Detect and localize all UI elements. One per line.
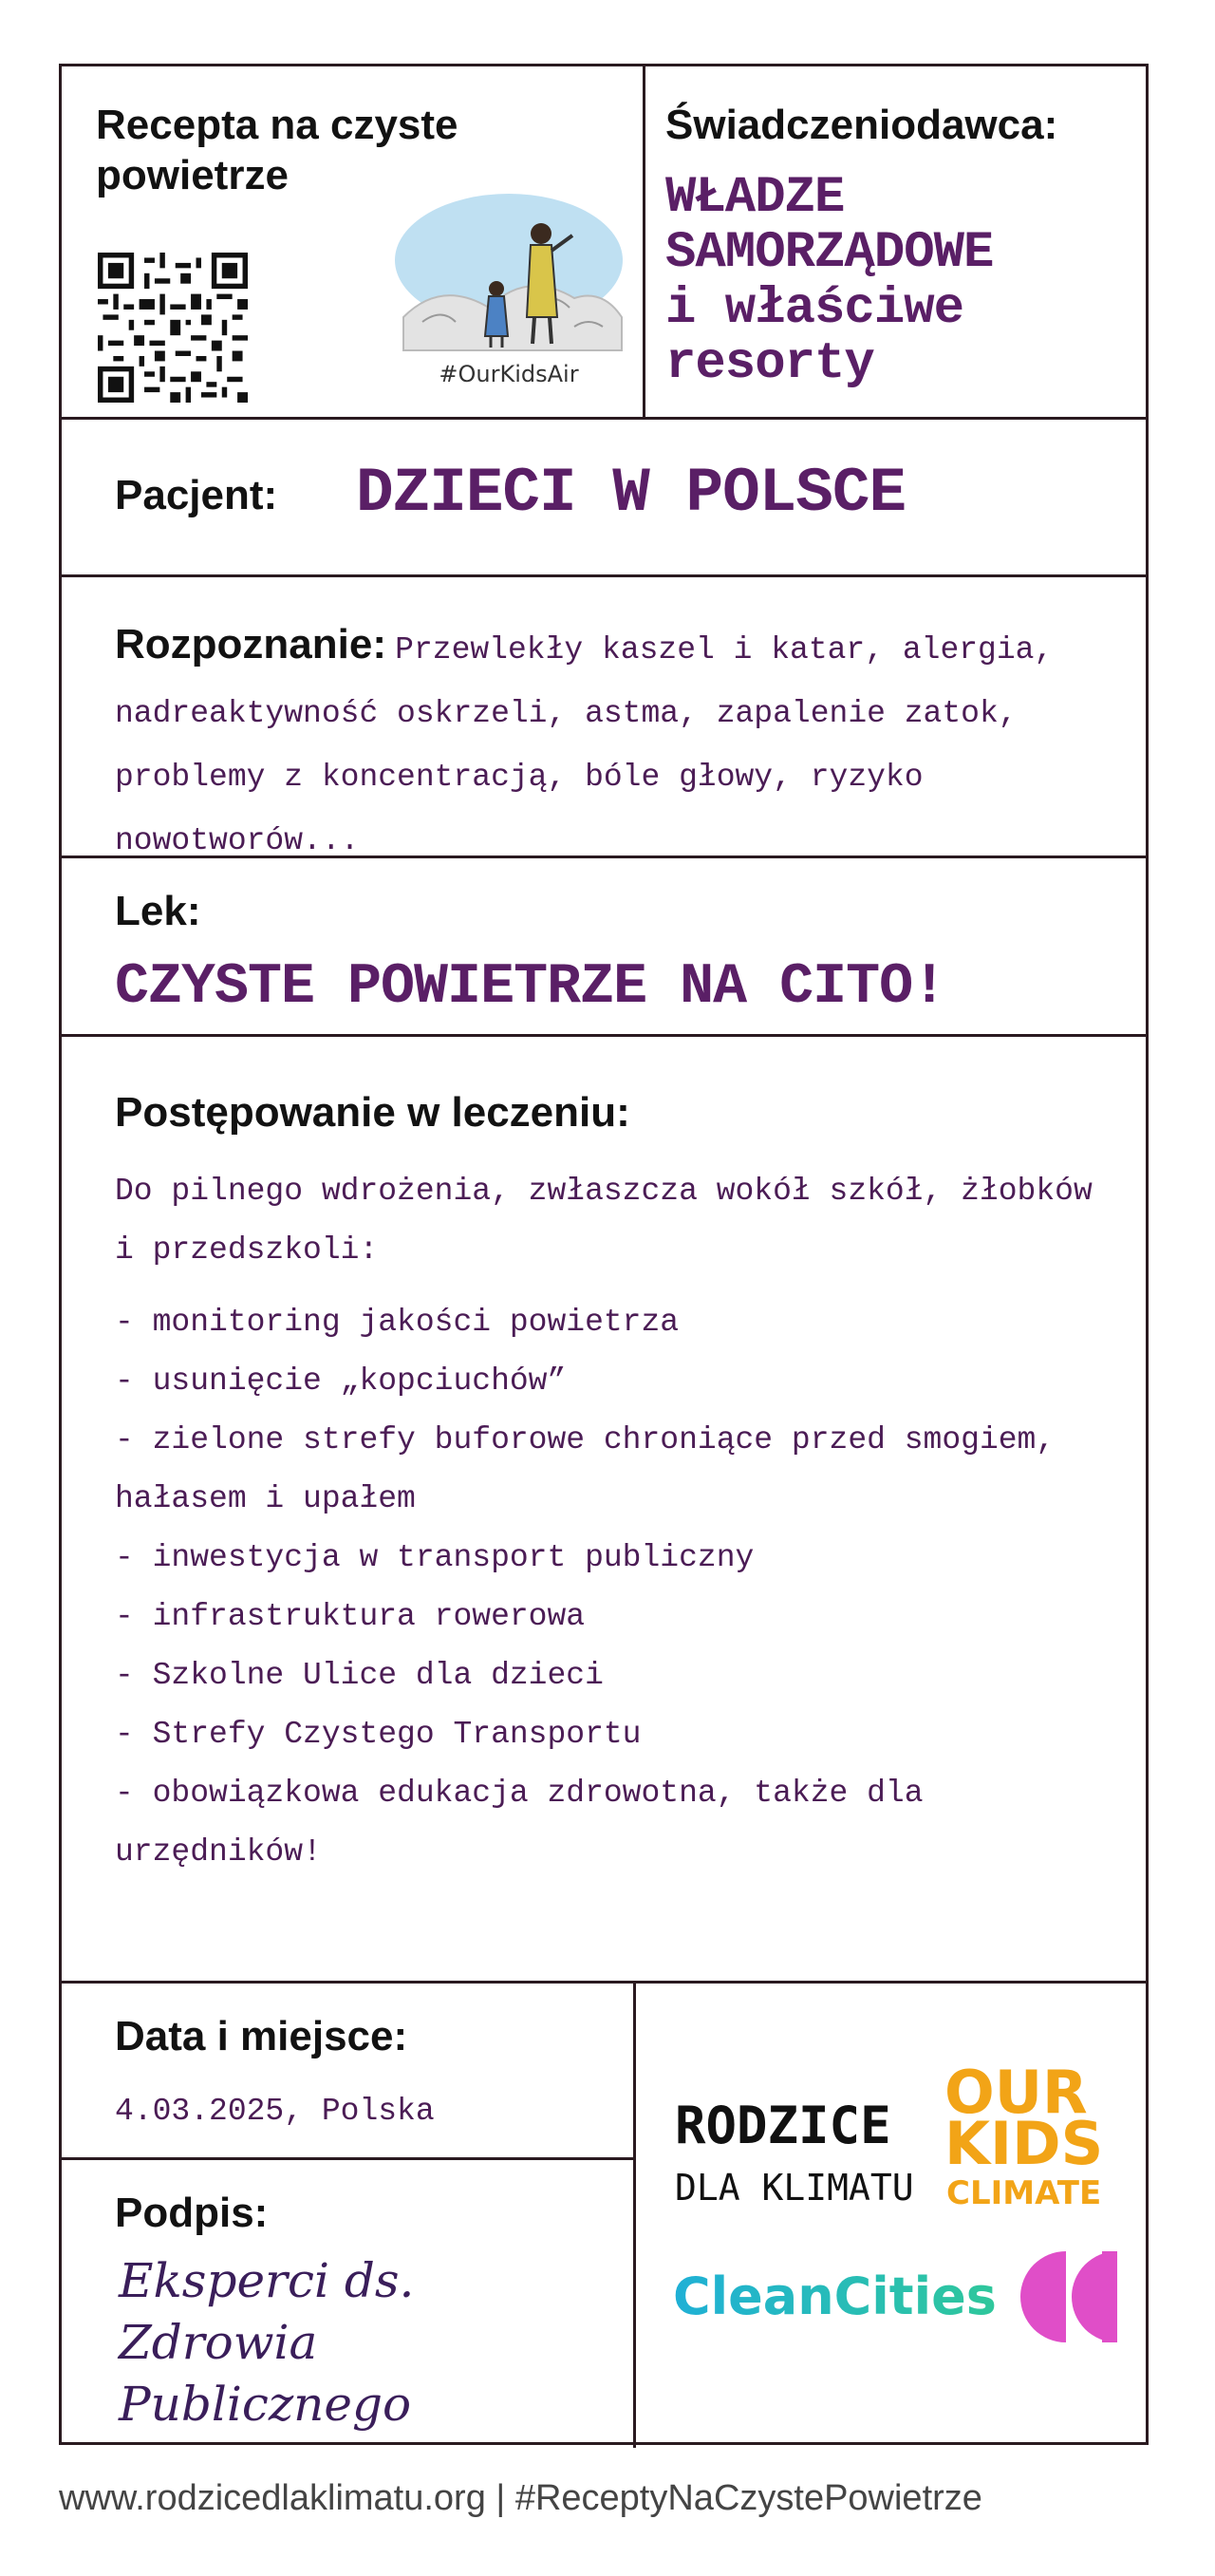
logo-ourkids-line: CLIMATE — [946, 2174, 1102, 2212]
qr-code-icon — [98, 253, 248, 403]
header-row — [62, 66, 1146, 420]
provider-value-line: i właściwe — [665, 279, 964, 338]
patient-row — [62, 420, 1146, 577]
treatment-item: - Strefy Czystego Transportu — [115, 1717, 642, 1752]
provider-label: Świadczeniodawca: — [665, 102, 1058, 148]
drug-value: CZYSTE POWIETRZE NA CITO! — [115, 955, 946, 1020]
signature-line: Publicznego — [119, 2377, 412, 2432]
signature-label: Podpis: — [115, 2190, 269, 2236]
hashtag-image-text: #OurKidsAir — [439, 361, 579, 387]
treatment-item: - obowiązkowa edukacja zdrowotna, także dla urzędników! — [115, 1776, 924, 1870]
footer-text: www.rodzicedlaklimatu.org | #ReceptyNaCzystePowietrze — [59, 2478, 982, 2518]
header-divider — [643, 66, 645, 417]
diagnosis-block — [115, 617, 1121, 872]
treatment-intro: Do pilnego wdrożenia, zwłaszcza wokół szkół, żłobków i przedszkoli: — [115, 1174, 1093, 1268]
date-label: Data i miejsce: — [115, 2013, 408, 2059]
logo-ourkids-line: KIDS — [944, 2109, 1104, 2178]
logo-rodzice-line: RODZICE — [675, 2096, 891, 2155]
logo-rodzice-line: DLA KLIMATU — [675, 2167, 914, 2209]
treatment-row — [62, 1037, 1146, 1984]
provider-value — [665, 171, 993, 392]
clean-cities-wordmark: CleanCities — [673, 2266, 997, 2326]
diagnosis-value: Przewlekły kaszel i katar, alergia, nadreaktywność oskrzeli, astma, zapalenie zatok, problemy z koncentracją, bóle głowy, ryzyko nowotworów... — [115, 632, 1054, 858]
treatment-item: - inwestycja w transport publiczny — [115, 1540, 755, 1575]
treatment-item: - zielone strefy buforowe chroniące przed smogiem, hałasem i upałem — [115, 1422, 1056, 1516]
clean-cities-logo — [669, 2240, 1134, 2354]
rodzice-dla-klimatu-logo — [671, 2078, 984, 2221]
date-value: 4.03.2025, Polska — [115, 2094, 435, 2129]
footer-row — [62, 1984, 1146, 2448]
treatment-list — [115, 1293, 1121, 1882]
clean-cities-mark-left — [1020, 2251, 1066, 2342]
treatment-label: Postępowanie w leczeniu: — [115, 1089, 630, 1136]
treatment-item: - usunięcie „kopciuchów” — [115, 1363, 567, 1399]
provider-value-line: resorty — [665, 334, 874, 393]
treatment-item: - infrastruktura rowerowa — [115, 1599, 586, 1634]
patient-label: Pacjent: — [115, 472, 278, 518]
provider-value-line: SAMORZĄDOWE — [665, 224, 994, 283]
our-kids-climate-logo — [939, 2058, 1129, 2219]
drug-label: Lek: — [115, 888, 201, 934]
logo-ourkids-line: OUR — [944, 2058, 1088, 2127]
children-illustration-icon — [384, 184, 633, 398]
signature-line: Eksperci ds. — [119, 2253, 415, 2308]
title-line-2: powietrze — [96, 151, 289, 198]
treatment-item: - Szkolne Ulice dla dzieci — [115, 1658, 604, 1693]
drug-row — [62, 858, 1146, 1037]
provider-value-line: WŁADZE — [665, 169, 845, 227]
signature-line: Zdrowia — [119, 2315, 318, 2370]
patient-value: DZIECI W POLSCE — [356, 458, 907, 529]
prescription-card — [59, 64, 1149, 2445]
diagnosis-label: Rozpoznanie: — [115, 621, 386, 668]
treatment-item: - monitoring jakości powietrza — [115, 1305, 680, 1340]
signature-image — [100, 2249, 593, 2439]
title-line-1: Recepta na czyste — [96, 102, 458, 148]
footer-divider — [633, 1984, 636, 2448]
date-cell — [62, 1984, 633, 2160]
diagnosis-row — [62, 577, 1146, 858]
